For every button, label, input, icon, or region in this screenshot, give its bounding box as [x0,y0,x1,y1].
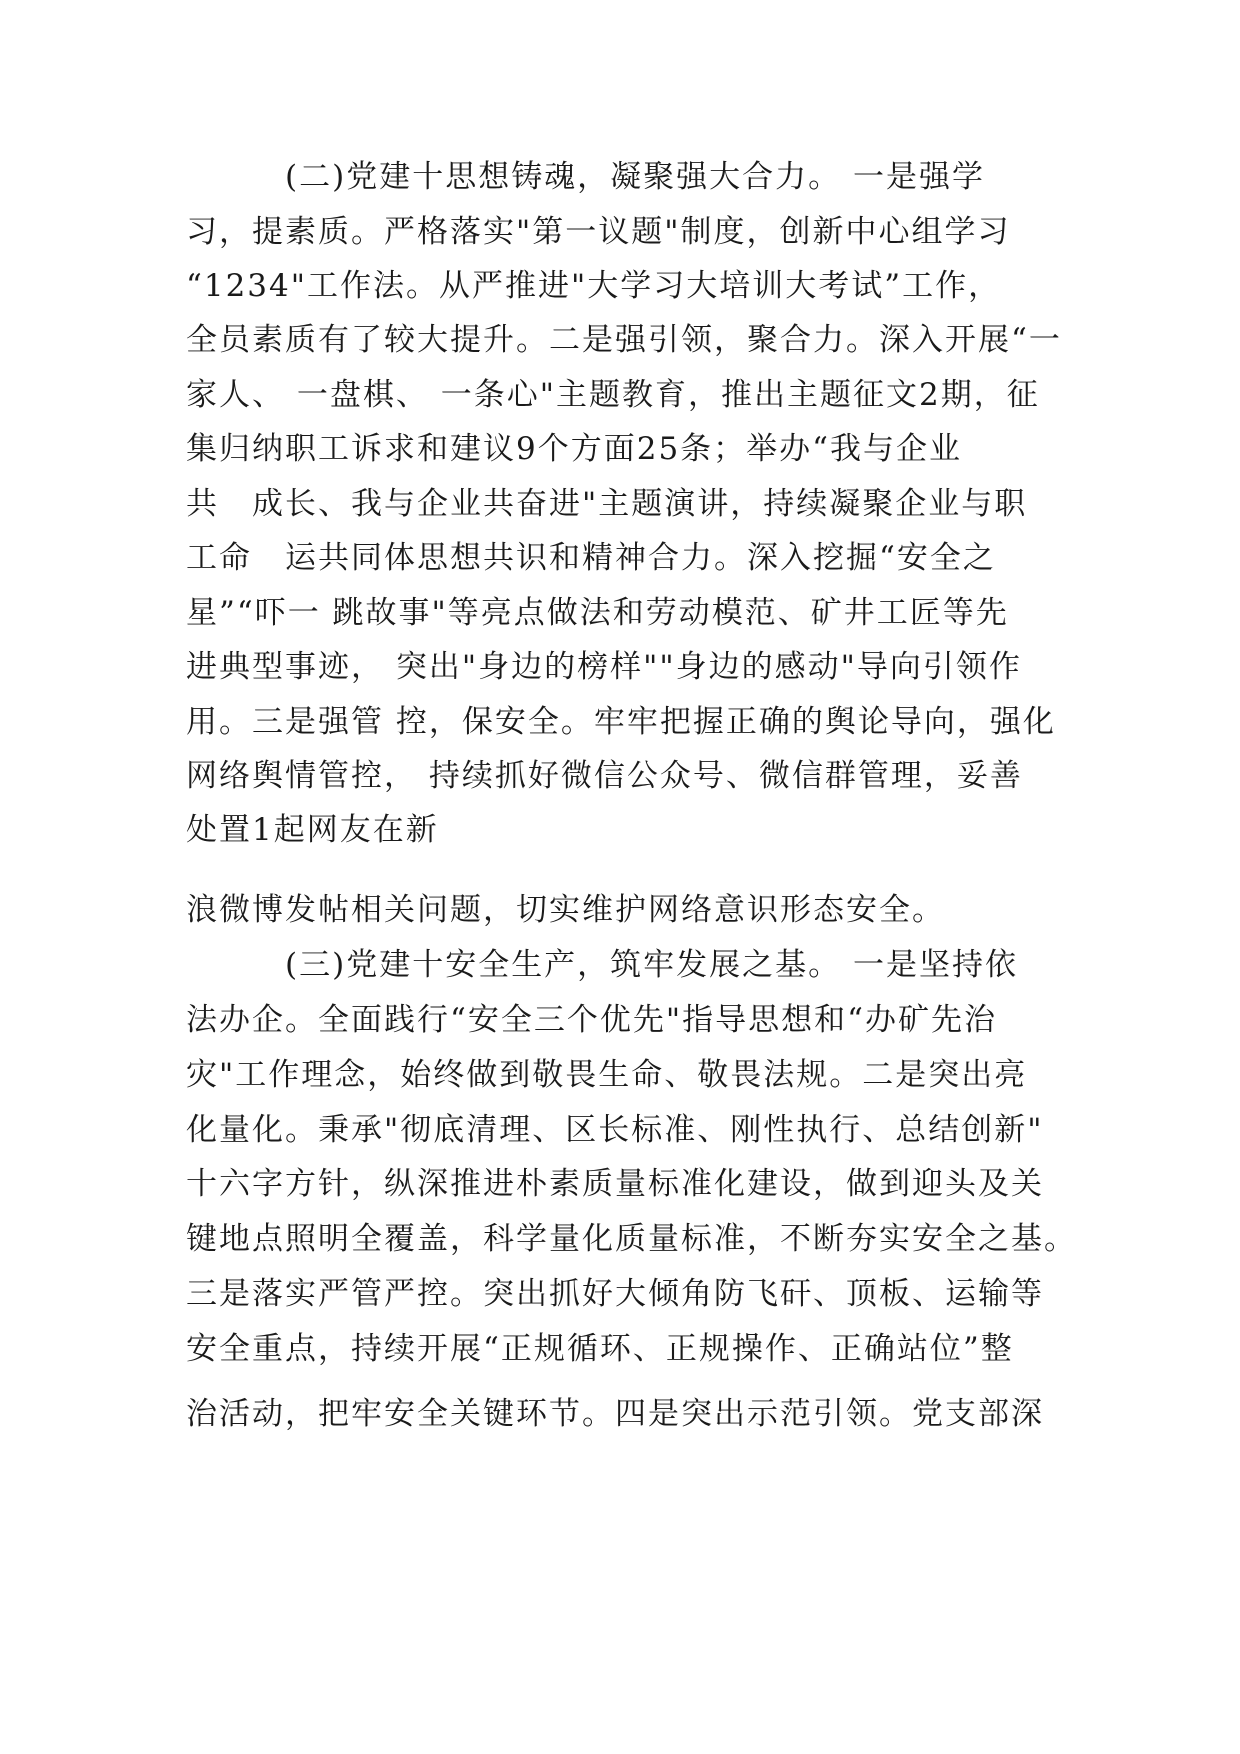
text-line: 十六字方针，纵深推进朴素质量标准化建设，做到迎头及关 [186,1166,1044,1202]
text-line: 三是落实严管严控。突出抓好大倾角防飞矸、顶板、运输等 [186,1276,1044,1312]
text-line: (二)党建十思想铸魂，凝聚强大合力。 一是强学 [186,159,986,195]
text-line: 进典型事迹， 突出"身边的榜样""身边的感动"导向引领作 [186,649,1022,685]
text-line: 网络舆情管控， 持续抓好微信公众号、微信群管理，妥善 [186,758,1023,794]
text-line: 安全重点，持续开展“正规循环、正规操作、正确站位”整 [186,1331,1014,1367]
text-line: 化量化。秉承"彻底清理、区长标准、刚性执行、总结创新" [186,1112,1044,1148]
text-line: 全员素质有了较大提升。二是强引领，聚合力。深入开展“一 [186,322,1062,358]
text-line: 习，提素质。严格落实"第一议题"制度，创新中心组学习 [186,214,1011,250]
text-line: 处置1起网友在新 [186,812,439,848]
text-line: 工命 运共同体思想共识和精神合力。深入挖掘“安全之 [186,540,996,576]
text-line: 键地点照明全覆盖，科学量化质量标准，不断夯实安全之基。 [186,1221,1077,1257]
text-line: 用。三是强管 控，保安全。牢牢把握正确的舆论导向，强化 [186,704,1056,740]
text-line: (三)党建十安全生产，筑牢发展之基。 一是坚持依 [186,947,1019,983]
text-line: 家人、 一盘棋、 一条心"主题教育，推出主题征文2期，征 [186,377,1040,413]
text-line: 集归纳职工诉求和建议9个方面25条；举办“我与企业 [186,431,963,467]
text-line: 浪微博发帖相关问题，切实维护网络意识形态安全。 [186,892,945,928]
text-line: 共 成长、我与企业共奋进"主题演讲，持续凝聚企业与职 [186,486,1028,522]
text-line: 星”“吓一 跳故事"等亮点做法和劳动模范、矿井工匠等先 [186,595,1009,631]
text-line: 法办企。全面践行“安全三个优先"指导思想和“办矿先治 [186,1002,997,1038]
text-line: 灾"工作理念，始终做到敬畏生命、敬畏法规。二是突出亮 [186,1057,1028,1093]
text-line: “1234"工作法。从严推进"大学习大培训大考试”工作， [186,268,1002,304]
text-line: 治活动，把牢安全关键环节。四是突出示范引领。党支部深 [186,1396,1044,1432]
